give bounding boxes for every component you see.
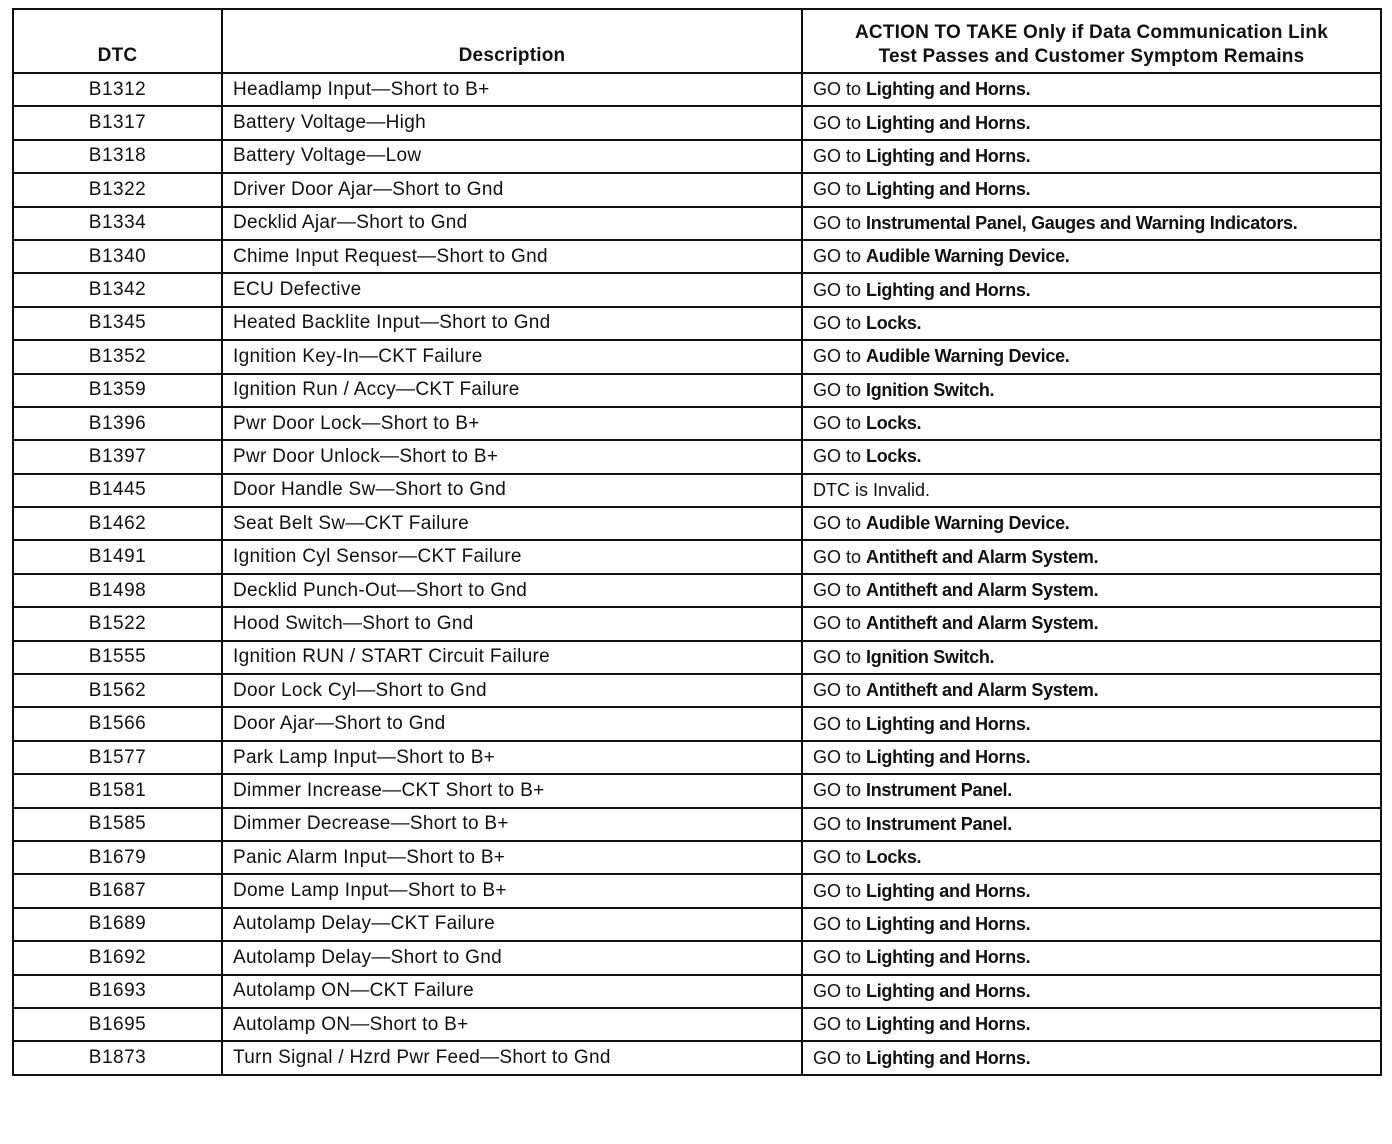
table-row xyxy=(13,874,1381,907)
description-cell: Headlamp Input—Short to B+ xyxy=(222,73,802,106)
action-go-text: GO to xyxy=(813,580,862,601)
action-go-text: GO to xyxy=(813,246,862,267)
dtc-code-cell: B1695 xyxy=(13,1008,222,1041)
dtc-code-cell: B1317 xyxy=(13,106,222,139)
action-cell xyxy=(802,340,1381,373)
action-cell xyxy=(802,1008,1381,1041)
dtc-code-cell: B1498 xyxy=(13,574,222,607)
action-cell xyxy=(802,106,1381,139)
action-target-text: Lighting and Horns. xyxy=(866,713,1031,734)
action-go-text: GO to xyxy=(813,312,862,333)
table-row xyxy=(13,340,1381,373)
action-go-text: GO to xyxy=(813,1047,862,1068)
action-cell xyxy=(802,307,1381,340)
description-cell: Panic Alarm Input—Short to B+ xyxy=(222,841,802,874)
action-go-text: GO to xyxy=(813,413,862,434)
dtc-code-cell: B1462 xyxy=(13,507,222,540)
action-go-text: GO to xyxy=(813,646,862,667)
dtc-code-cell: B1342 xyxy=(13,273,222,306)
description-column-header: Description xyxy=(222,9,802,73)
description-cell: Autolamp Delay—Short to Gnd xyxy=(222,941,802,974)
action-cell xyxy=(802,774,1381,807)
action-target-text: Lighting and Horns. xyxy=(866,880,1031,901)
action-cell xyxy=(802,507,1381,540)
action-target-text: Antitheft and Alarm System. xyxy=(866,613,1099,634)
table-row xyxy=(13,407,1381,440)
action-target-text: Lighting and Horns. xyxy=(866,747,1031,767)
dtc-code-cell: B1352 xyxy=(13,340,222,373)
action-go-text: GO to xyxy=(813,980,862,1001)
action-cell xyxy=(802,641,1381,674)
table-row xyxy=(13,173,1381,206)
action-cell xyxy=(802,975,1381,1008)
action-cell xyxy=(802,173,1381,206)
description-cell: Chime Input Request—Short to Gnd xyxy=(222,240,802,273)
dtc-code-cell: B1555 xyxy=(13,641,222,674)
table-row xyxy=(13,741,1381,774)
action-target-text: Lighting and Horns. xyxy=(866,179,1031,200)
action-go-text: GO to xyxy=(813,546,862,567)
action-target-text: Antitheft and Alarm System. xyxy=(866,546,1099,567)
action-go-text: GO to xyxy=(813,79,862,100)
action-target-text: Locks. xyxy=(866,847,922,868)
table-row xyxy=(13,140,1381,173)
dtc-document xyxy=(12,8,1380,1076)
dtc-code-cell: B1491 xyxy=(13,540,222,573)
dtc-code-cell: B1334 xyxy=(13,207,222,240)
description-cell: Door Ajar—Short to Gnd xyxy=(222,707,802,740)
description-cell: Turn Signal / Hzrd Pwr Feed—Short to Gnd xyxy=(222,1041,802,1074)
description-cell: Ignition RUN / START Circuit Failure xyxy=(222,641,802,674)
action-target-text: Lighting and Horns. xyxy=(866,79,1031,100)
action-go-text: GO to xyxy=(813,145,862,166)
action-cell xyxy=(802,607,1381,640)
action-target-text: Lighting and Horns. xyxy=(866,145,1031,166)
action-target-text: Locks. xyxy=(866,312,922,333)
dtc-code-cell: B1692 xyxy=(13,941,222,974)
dtc-code-cell: B1873 xyxy=(13,1041,222,1074)
action-cell xyxy=(802,440,1381,473)
table-header-row xyxy=(13,9,1381,73)
dtc-code-cell: B1689 xyxy=(13,908,222,941)
description-cell: Driver Door Ajar—Short to Gnd xyxy=(222,173,802,206)
action-cell xyxy=(802,741,1381,774)
action-cell xyxy=(802,407,1381,440)
action-go-text: GO to xyxy=(813,379,862,400)
action-header-line1: ACTION TO TAKE Only if Data Communication Link xyxy=(855,22,1328,43)
action-cell xyxy=(802,474,1381,507)
dtc-code-cell: B1693 xyxy=(13,975,222,1008)
action-target-text: Locks. xyxy=(866,446,922,467)
description-cell: Ignition Key-In—CKT Failure xyxy=(222,340,802,373)
action-go-text: GO to xyxy=(813,179,862,200)
action-go-text: GO to xyxy=(813,747,862,767)
dtc-code-cell: B1340 xyxy=(13,240,222,273)
action-cell xyxy=(802,841,1381,874)
table-row xyxy=(13,240,1381,273)
table-row xyxy=(13,641,1381,674)
table-row xyxy=(13,674,1381,707)
action-cell xyxy=(802,374,1381,407)
action-go-text: GO to xyxy=(813,279,862,300)
description-cell: Dimmer Increase—CKT Short to B+ xyxy=(222,774,802,807)
description-cell: Dimmer Decrease—Short to B+ xyxy=(222,808,802,841)
action-cell xyxy=(802,140,1381,173)
action-go-text: GO to xyxy=(813,880,862,901)
action-target-text: Antitheft and Alarm System. xyxy=(866,580,1099,601)
action-target-text: Lighting and Horns. xyxy=(866,112,1031,133)
dtc-column-header: DTC xyxy=(13,9,222,73)
action-go-text: GO to xyxy=(813,212,862,233)
action-target-text: Instrument Panel. xyxy=(866,813,1012,834)
action-target-text: Antitheft and Alarm System. xyxy=(866,680,1099,701)
table-row xyxy=(13,207,1381,240)
dtc-code-cell: B1312 xyxy=(13,73,222,106)
table-row xyxy=(13,273,1381,306)
table-row xyxy=(13,307,1381,340)
description-cell: Dome Lamp Input—Short to B+ xyxy=(222,874,802,907)
dtc-code-cell: B1445 xyxy=(13,474,222,507)
dtc-code-cell: B1566 xyxy=(13,707,222,740)
dtc-code-cell: B1359 xyxy=(13,374,222,407)
action-go-text: GO to xyxy=(813,346,862,367)
dtc-code-cell: B1577 xyxy=(13,741,222,774)
action-go-text: GO to xyxy=(813,847,862,868)
action-cell xyxy=(802,1041,1381,1074)
table-row xyxy=(13,73,1381,106)
table-row xyxy=(13,540,1381,573)
action-cell xyxy=(802,941,1381,974)
description-cell: Ignition Run / Accy—CKT Failure xyxy=(222,374,802,407)
action-column-header xyxy=(802,9,1381,73)
action-cell xyxy=(802,808,1381,841)
action-target-text: Instrumental Panel, Gauges and Warning Indicators. xyxy=(866,212,1298,233)
description-cell: Battery Voltage—High xyxy=(222,106,802,139)
table-row xyxy=(13,474,1381,507)
dtc-code-cell: B1318 xyxy=(13,140,222,173)
action-go-text: GO to xyxy=(813,713,862,734)
table-row xyxy=(13,774,1381,807)
table-row xyxy=(13,1008,1381,1041)
action-go-text: GO to xyxy=(813,112,862,133)
action-target-text: Ignition Switch. xyxy=(866,646,995,667)
action-target-text: Lighting and Horns. xyxy=(866,947,1031,968)
table-row xyxy=(13,507,1381,540)
dtc-code-cell: B1345 xyxy=(13,307,222,340)
action-go-text: GO to xyxy=(813,680,862,701)
dtc-code-cell: B1397 xyxy=(13,440,222,473)
dtc-code-cell: B1396 xyxy=(13,407,222,440)
table-row xyxy=(13,841,1381,874)
action-target-text: Audible Warning Device. xyxy=(866,346,1070,367)
table-row xyxy=(13,808,1381,841)
description-cell: Battery Voltage—Low xyxy=(222,140,802,173)
action-go-text: GO to xyxy=(813,947,862,968)
action-go-text: DTC is Invalid. xyxy=(813,479,931,500)
action-go-text: GO to xyxy=(813,446,862,467)
description-cell: Ignition Cyl Sensor—CKT Failure xyxy=(222,540,802,573)
action-cell xyxy=(802,207,1381,240)
description-cell: Decklid Punch-Out—Short to Gnd xyxy=(222,574,802,607)
action-cell xyxy=(802,874,1381,907)
description-cell: Heated Backlite Input—Short to Gnd xyxy=(222,307,802,340)
action-go-text: GO to xyxy=(813,813,862,834)
action-header-line2: Test Passes and Customer Symptom Remains xyxy=(878,46,1305,67)
action-target-text: Lighting and Horns. xyxy=(866,1047,1031,1068)
action-target-text: Ignition Switch. xyxy=(866,379,995,400)
action-go-text: GO to xyxy=(813,780,862,801)
table-row xyxy=(13,574,1381,607)
description-cell: Door Handle Sw—Short to Gnd xyxy=(222,474,802,507)
table-row xyxy=(13,707,1381,740)
action-cell xyxy=(802,574,1381,607)
action-target-text: Lighting and Horns. xyxy=(866,913,1031,934)
action-cell xyxy=(802,540,1381,573)
description-cell: Hood Switch—Short to Gnd xyxy=(222,607,802,640)
dtc-table-body xyxy=(13,73,1381,1075)
description-cell: Door Lock Cyl—Short to Gnd xyxy=(222,674,802,707)
action-target-text: Lighting and Horns. xyxy=(866,980,1031,1001)
action-target-text: Audible Warning Device. xyxy=(866,513,1070,534)
description-cell: ECU Defective xyxy=(222,273,802,306)
action-target-text: Instrument Panel. xyxy=(866,780,1012,801)
action-target-text: Locks. xyxy=(866,413,922,434)
action-cell xyxy=(802,674,1381,707)
table-row xyxy=(13,941,1381,974)
description-cell: Autolamp ON—Short to B+ xyxy=(222,1008,802,1041)
action-target-text: Lighting and Horns. xyxy=(866,279,1031,300)
dtc-code-cell: B1581 xyxy=(13,774,222,807)
action-cell xyxy=(802,240,1381,273)
action-go-text: GO to xyxy=(813,1014,862,1035)
table-row xyxy=(13,908,1381,941)
table-row xyxy=(13,106,1381,139)
description-cell: Autolamp ON—CKT Failure xyxy=(222,975,802,1008)
description-cell: Seat Belt Sw—CKT Failure xyxy=(222,507,802,540)
table-row xyxy=(13,1041,1381,1074)
description-cell: Autolamp Delay—CKT Failure xyxy=(222,908,802,941)
action-cell xyxy=(802,908,1381,941)
dtc-code-cell: B1522 xyxy=(13,607,222,640)
action-target-text: Audible Warning Device. xyxy=(866,246,1070,267)
dtc-code-cell: B1679 xyxy=(13,841,222,874)
table-row xyxy=(13,440,1381,473)
action-cell xyxy=(802,73,1381,106)
dtc-table xyxy=(12,8,1382,1076)
dtc-code-cell: B1562 xyxy=(13,674,222,707)
table-row xyxy=(13,607,1381,640)
description-cell: Park Lamp Input—Short to B+ xyxy=(222,741,802,774)
action-go-text: GO to xyxy=(813,513,862,534)
action-cell xyxy=(802,707,1381,740)
dtc-code-cell: B1687 xyxy=(13,874,222,907)
dtc-code-cell: B1322 xyxy=(13,173,222,206)
description-cell: Pwr Door Unlock—Short to B+ xyxy=(222,440,802,473)
description-cell: Decklid Ajar—Short to Gnd xyxy=(222,207,802,240)
action-go-text: GO to xyxy=(813,913,862,934)
description-cell: Pwr Door Lock—Short to B+ xyxy=(222,407,802,440)
action-go-text: GO to xyxy=(813,613,862,634)
action-cell xyxy=(802,273,1381,306)
action-target-text: Lighting and Horns. xyxy=(866,1014,1031,1035)
dtc-code-cell: B1585 xyxy=(13,808,222,841)
table-row xyxy=(13,374,1381,407)
table-row xyxy=(13,975,1381,1008)
